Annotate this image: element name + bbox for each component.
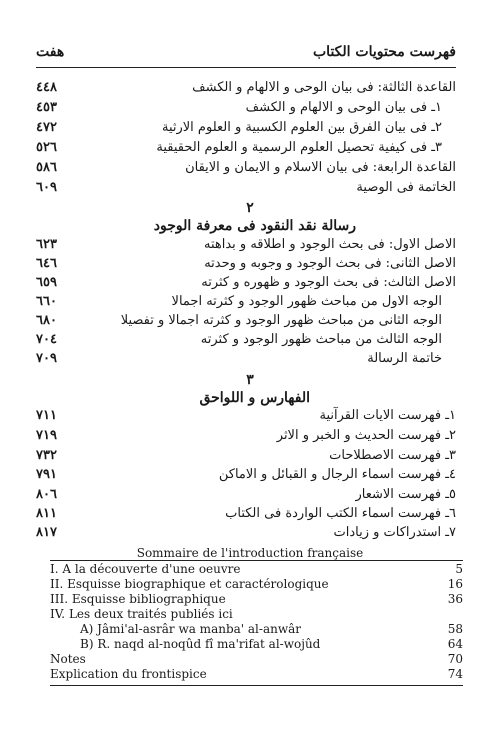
french-entry-label: A) Jâmi'al-asrâr wa manba' al-anwâr <box>80 622 301 636</box>
toc-entry-page: ٦٤٦ <box>36 256 57 271</box>
toc-entry <box>36 275 456 295</box>
section-title: الفهارس و اللواحق <box>199 390 310 406</box>
section-number: ۳ <box>246 372 254 388</box>
french-entry <box>50 622 463 638</box>
french-entry <box>50 592 463 608</box>
toc-entry <box>36 180 456 200</box>
french-entry <box>50 577 463 593</box>
french-entry-page: 36 <box>447 592 463 606</box>
toc-entry-title: الخاتمة فى الوصية <box>356 180 456 195</box>
toc-entry-page: ٧٠٤ <box>36 332 57 347</box>
toc-entry-title: ٤ـ فهرست اسماء الرجال و القبائل و الاماكن <box>218 467 456 482</box>
french-summary-title: Sommaire de l'introduction française <box>136 546 364 560</box>
toc-entry <box>36 160 456 180</box>
toc-entry <box>36 140 456 160</box>
toc-entry-page: ٤٥٣ <box>36 100 57 115</box>
toc-entry <box>36 120 456 140</box>
french-entry <box>50 562 463 578</box>
section-number: ۲ <box>246 200 254 216</box>
french-entry-page: 64 <box>447 637 463 651</box>
toc-entry-page: ٨٠٦ <box>36 487 57 502</box>
toc-entry <box>36 294 456 314</box>
toc-entry <box>36 313 456 333</box>
french-entry-label: B) R. naqd al-noqûd fî ma'rifat al-wojûd <box>80 637 321 651</box>
toc-entry-page: ٧١١ <box>36 408 57 423</box>
toc-entry-title: ١ـ فى بيان الوحى و الالهام و الكشف <box>245 100 442 115</box>
toc-entry <box>36 525 456 545</box>
french-entry <box>50 667 463 683</box>
french-entry-label: Notes <box>50 652 86 666</box>
toc-entry-title: القاعدة الثالثة: فى بيان الوحى و الالهام و الكشف <box>192 80 456 95</box>
french-entry-page: 16 <box>447 577 463 591</box>
toc-entry-title: الاصل الثالث: فى بحث الوجود و ظهوره و كثرته <box>201 275 456 290</box>
toc-entry-title: ٢ـ فى بيان الفرق بين العلوم الكسبية و العلوم الارثية <box>161 120 442 135</box>
toc-entry-page: ٦٢٣ <box>36 237 57 252</box>
toc-entry <box>36 428 456 448</box>
toc-entry-page: ٦٥٩ <box>36 275 57 290</box>
toc-entry <box>36 467 456 487</box>
section-title: رسالة نقد النقود فى معرفة الوجود <box>153 218 356 234</box>
french-entry <box>50 607 463 623</box>
toc-entry <box>36 408 456 428</box>
toc-entry-title: ٧ـ استدراكات و زيادات <box>333 525 456 540</box>
toc-entry <box>36 448 456 468</box>
toc-entry-page: ٦٦٠ <box>36 294 57 309</box>
french-entry <box>50 652 463 668</box>
page-number: هفت <box>36 44 65 60</box>
page-title: فهرست محتويات الكتاب <box>313 44 456 60</box>
toc-entry-page: ٤٧٢ <box>36 120 57 135</box>
french-entry-label: II. Esquisse biographique et caractérologique <box>50 577 329 591</box>
toc-entry-page: ٧٠٩ <box>36 351 57 366</box>
toc-entry-page: ٨١١ <box>36 506 57 521</box>
toc-entry-title: الوجه الاول من مباحث ظهور الوجود و كثرته اجمالا <box>171 294 442 309</box>
french-entry-page: 58 <box>447 622 463 636</box>
toc-entry-page: ٥٢٦ <box>36 140 57 155</box>
toc-entry-page: ٥٨٦ <box>36 160 57 175</box>
toc-entry-title: ٦ـ فهرست اسماء الكتب الواردة فى الكتاب <box>225 506 456 521</box>
toc-entry <box>36 100 456 120</box>
toc-entry-title: الوجه الثانى من مباحث ظهور الوجود و كثرته اجمالا و تفصيلا <box>120 313 442 328</box>
toc-entry-title: ٢ـ فهرست الحديث و الخبر و الاثر <box>276 428 456 443</box>
toc-entry <box>36 80 456 100</box>
french-entry <box>50 637 463 653</box>
toc-entry <box>36 256 456 276</box>
toc-entry-page: ٧٩١ <box>36 467 57 482</box>
toc-entry-title: ٥ـ فهرست الاشعار <box>355 487 456 502</box>
toc-entry-title: ١ـ فهرست الايات القرآنية <box>319 408 456 423</box>
toc-entry-title: الوجه الثالث من مباحث ظهور الوجود و كثرته <box>200 332 442 347</box>
toc-entry-title: الاصل الثانى: فى بحث الوجود و وجوبه و وحدته <box>204 256 456 271</box>
header-rule <box>36 67 456 68</box>
toc-entry-page: ٨١٧ <box>36 525 57 540</box>
french-entry-page: 70 <box>447 652 463 666</box>
toc-entry-page: ٤٤٨ <box>36 80 57 95</box>
page-header <box>36 44 456 66</box>
toc-entry <box>36 351 456 371</box>
french-entry-label: III. Esquisse bibliographique <box>50 592 226 606</box>
toc-entry <box>36 237 456 257</box>
toc-entry-page: ٦٨٠ <box>36 313 57 328</box>
toc-entry <box>36 487 456 507</box>
french-entry-page: 74 <box>447 667 463 681</box>
toc-entry-page: ٧١٩ <box>36 428 57 443</box>
french-entry-label: I. A la découverte d'une oeuvre <box>50 562 241 576</box>
toc-entry <box>36 506 456 526</box>
toc-entry-title: ٣ـ فهرست الاصطلاحات <box>329 448 456 463</box>
french-entry-label: Explication du frontispice <box>50 667 207 681</box>
french-entry-label: IV. Les deux traités publiés ici <box>50 607 233 621</box>
toc-entry-title: خاتمة الرسالة <box>367 351 442 366</box>
toc-entry-title: القاعدة الرابعة: فى بيان الاسلام و الايمان و الايقان <box>185 160 456 175</box>
toc-entry-page: ٧٣٢ <box>36 448 57 463</box>
toc-entry-title: الاصل الاول: فى بحث الوجود و اطلاقه و بداهته <box>203 237 456 252</box>
french-entry-page: 5 <box>455 562 463 576</box>
toc-entry-title: ٣ـ فى كيفية تحصيل العلوم الرسمية و العلوم الحقيقية <box>156 140 442 155</box>
toc-entry-page: ٦٠٩ <box>36 180 57 195</box>
toc-entry <box>36 332 456 352</box>
